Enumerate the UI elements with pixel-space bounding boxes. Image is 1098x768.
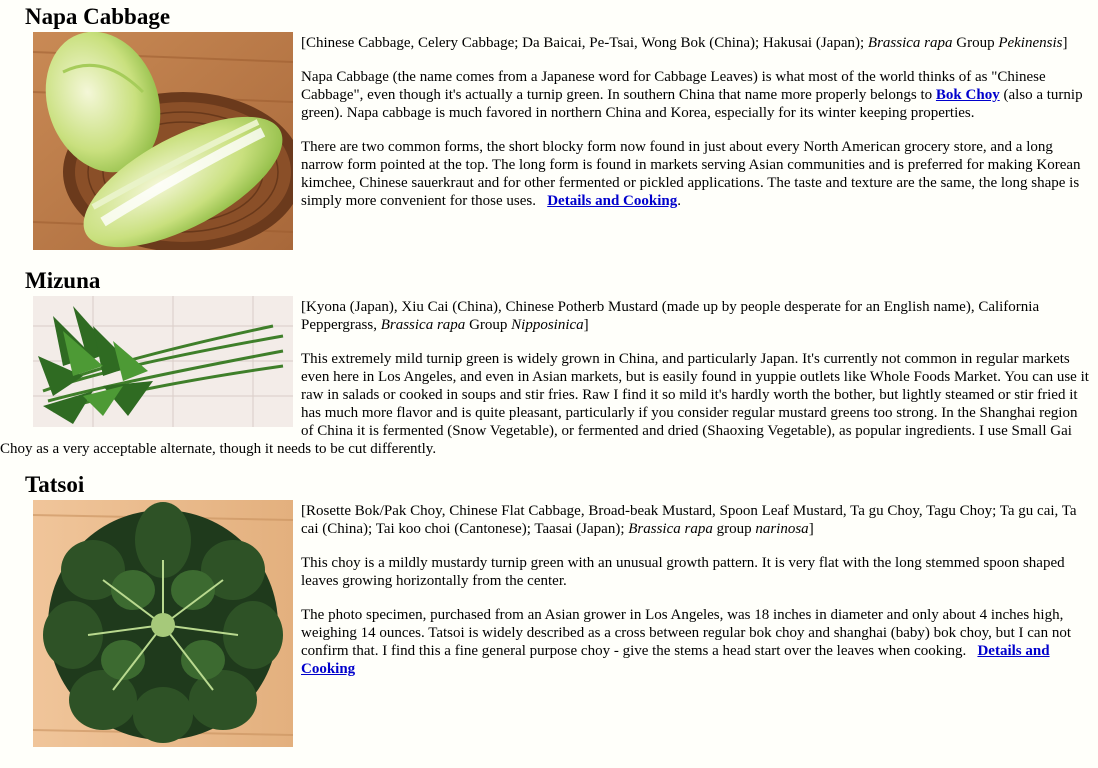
mizuna-paragraph-1: This extremely mild turnip green is widely grown in China, and particularly Japan. It's currently not common in regular markets even here in Los Angeles, and even in Asian markets, but is easily found in yuppie outlets like Whole Foods Market. You can use it raw in salads or cooked in soups and stir fries. Raw I find it so mild it's hardly worth the bother, but lightly steamed or stir fried it has much more flavor and is quite pleasant, particularly if you consider regular mustard greens too strong. In the Shanghai region of China it is fermented (Snow Vegetable), or fermented and dried (Shaoxing Vegetable), as popular ingredients. I use Small Gai Choy as a very acceptable alternate, though it needs to be cut differently. (0, 351, 1089, 457)
napa-paragraph-2: There are two common forms, the short blocky form now found in just about every North American grocery store, and a long narrow form pointed at the top. The long form is found in markets serving Asian communities and is preferred for making Korean kimchee, Chinese sauerkraut and for other fermented or pickled applications. The taste and texture are the same, the long shape is simply more convenient for those uses. Details and Cooking. (301, 139, 1081, 209)
napa-section (0, 4, 1098, 250)
napa-paragraph-1: Napa Cabbage (the name comes from a Japanese word for Cabbage Leaves) is what most of the world thinks of as "Chinese Cabbage", even though it's actually a turnip green. In southern China that name more properly belongs to Bok Choy (also a turnip green). Napa cabbage is much favored in northern China and Korea, especially for its winter keeping properties. (301, 69, 1083, 121)
napa-names: [Chinese Cabbage, Celery Cabbage; Da Baicai, Pe-Tsai, Wong Bok (China); Hakusai (Japan); Brassica rapa Group Pekinensis] (301, 35, 1068, 51)
tatsoi-names: [Rosette Bok/Pak Choy, Chinese Flat Cabbage, Broad-beak Mustard, Spoon Leaf Mustard, Ta gu Choy, Tagu Choy; Ta gu cai, Ta cai (China); Tai koo choi (Cantonese); Taasai (Japan); Brassica rapa group narinosa] (301, 503, 1077, 537)
napa-heading: Napa Cabbage (25, 4, 171, 29)
mizuna-heading: Mizuna (25, 268, 101, 293)
tatsoi-paragraph-1: This choy is a mildly mustardy turnip green with an unusual growth pattern. It is very flat with the long stemmed spoon shaped leaves growing horizontally from the center. (301, 555, 1065, 589)
mizuna-names: [Kyona (Japan), Xiu Cai (China), Chinese Potherb Mustard (made up by people desperate for an English name), California Peppergrass, Brassica rapa Group Nipposinica] (301, 299, 1040, 333)
tatsoi-photo (33, 500, 293, 747)
mizuna-section (0, 268, 1098, 474)
bok-choy-link[interactable]: Bok Choy (935, 87, 1000, 103)
mizuna-photo (33, 296, 293, 427)
tatsoi-details-link[interactable]: Details and Cooking (301, 643, 1050, 677)
tatsoi-section (0, 472, 1098, 747)
tatsoi-paragraph-2: The photo specimen, purchased from an Asian grower in Los Angeles, was 18 inches in diameter and only about 4 inches high, weighing 14 ounces. Tatsoi is widely described as a cross between regular bok choy and shanghai (baby) bok choy, but I can not confirm that. I find this a fine general purpose choy - give the stems a head start over the leaves when cooking. Details and Cooking (301, 607, 1071, 677)
napa-cabbage-photo (33, 32, 293, 250)
napa-details-link[interactable]: Details and Cooking (547, 193, 678, 209)
tatsoi-heading: Tatsoi (25, 472, 85, 497)
